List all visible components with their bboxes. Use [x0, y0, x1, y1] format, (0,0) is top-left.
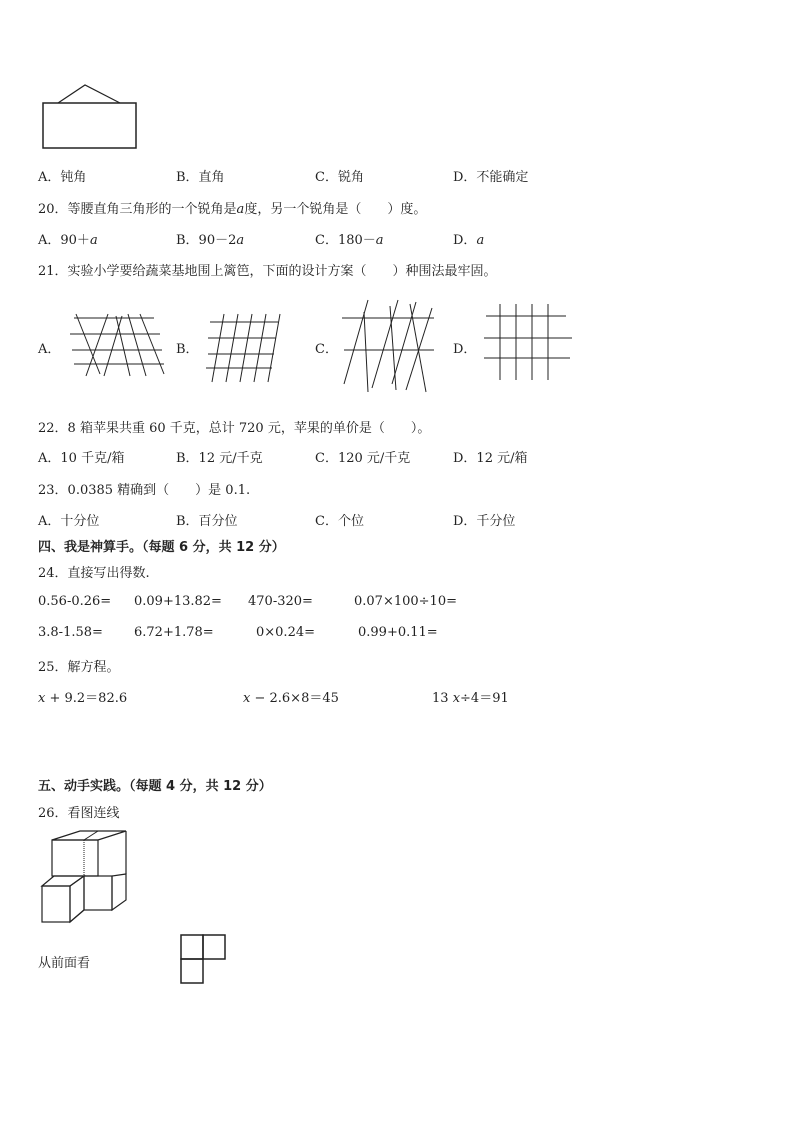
q24-item: 0.56-0.26= [38, 594, 112, 609]
q24-question: 24．直接写出得数. [38, 566, 150, 581]
q21-label-c: C． [315, 342, 338, 357]
q20-suffix: 度，另一个锐角是（ ）度。 [244, 202, 427, 217]
q23-option-a: A．十分位 [38, 514, 100, 529]
q20-option-b: B．90－2a [176, 233, 245, 248]
q19-option-d: D．不能确定 [453, 170, 529, 185]
q20-var: a [236, 202, 245, 217]
q21-label-d: D． [453, 342, 477, 357]
q19-option-c: C．锐角 [315, 170, 364, 185]
q25-equation-3: 13 x÷4＝91 [432, 691, 509, 706]
q24-item: 0.99+0.11= [358, 625, 438, 640]
q25-equation-1: x + 9.2＝82.6 [38, 691, 128, 706]
q21-label-a: A． [38, 342, 61, 357]
q23-option-b: B．百分位 [176, 514, 238, 529]
q19-figure [40, 82, 140, 152]
q26-view-label: 从前面看 [38, 956, 91, 971]
q19-option-a: A．钝角 [38, 170, 87, 185]
section-5-title: 五、动手实践。（每题 4 分，共 12 分） [38, 779, 272, 794]
q22-option-d: D．12 元/箱 [453, 451, 528, 466]
q20-question [38, 198, 426, 217]
q23-option-c: C．个位 [315, 514, 364, 529]
q24-item: 0.07×100÷10= [354, 594, 457, 609]
q19-option-b: B．直角 [176, 170, 225, 185]
q20-prefix: 20．等腰直角三角形的一个锐角是 [38, 202, 237, 217]
q26-cube-figure [40, 828, 132, 924]
q20-option-d: D．a [453, 233, 485, 248]
q24-item: 470-320= [248, 594, 313, 609]
q25-question: 25．解方程。 [38, 660, 120, 675]
q21-question: 21．实验小学要给蔬菜基地围上篱笆，下面的设计方案（ ）种围法最牢固。 [38, 264, 497, 279]
q21-fence-a [68, 310, 168, 380]
section-4-title: 四、我是神算手。（每题 6 分，共 12 分） [38, 540, 285, 555]
q22-option-c: C．120 元/千克 [315, 451, 411, 466]
q26-front-view-figure [178, 932, 230, 988]
q21-label-b: B． [176, 342, 199, 357]
q22-option-b: B．12 元/千克 [176, 451, 263, 466]
q23-question: 23．0.0385 精确到（ ）是 0.1. [38, 483, 251, 498]
q26-question: 26．看图连线 [38, 806, 120, 821]
q24-item: 0×0.24= [256, 625, 316, 640]
q21-fence-d [482, 302, 574, 382]
q21-fence-b [206, 312, 286, 382]
q22-option-a: A．10 千克/箱 [38, 451, 125, 466]
q24-item: 3.8-1.58= [38, 625, 103, 640]
q24-item: 6.72+1.78= [134, 625, 214, 640]
q22-question: 22．8 箱苹果共重 60 千克，总计 720 元，苹果的单价是（ ）。 [38, 421, 431, 436]
q21-fence-c [340, 298, 436, 394]
q23-option-d: D．千分位 [453, 514, 516, 529]
q24-item: 0.09+13.82= [134, 594, 222, 609]
q25-equation-2: x − 2.6×8＝45 [243, 691, 339, 706]
q20-option-a: A．90＋a [38, 233, 98, 248]
q20-option-c: C．180－a [315, 233, 384, 248]
